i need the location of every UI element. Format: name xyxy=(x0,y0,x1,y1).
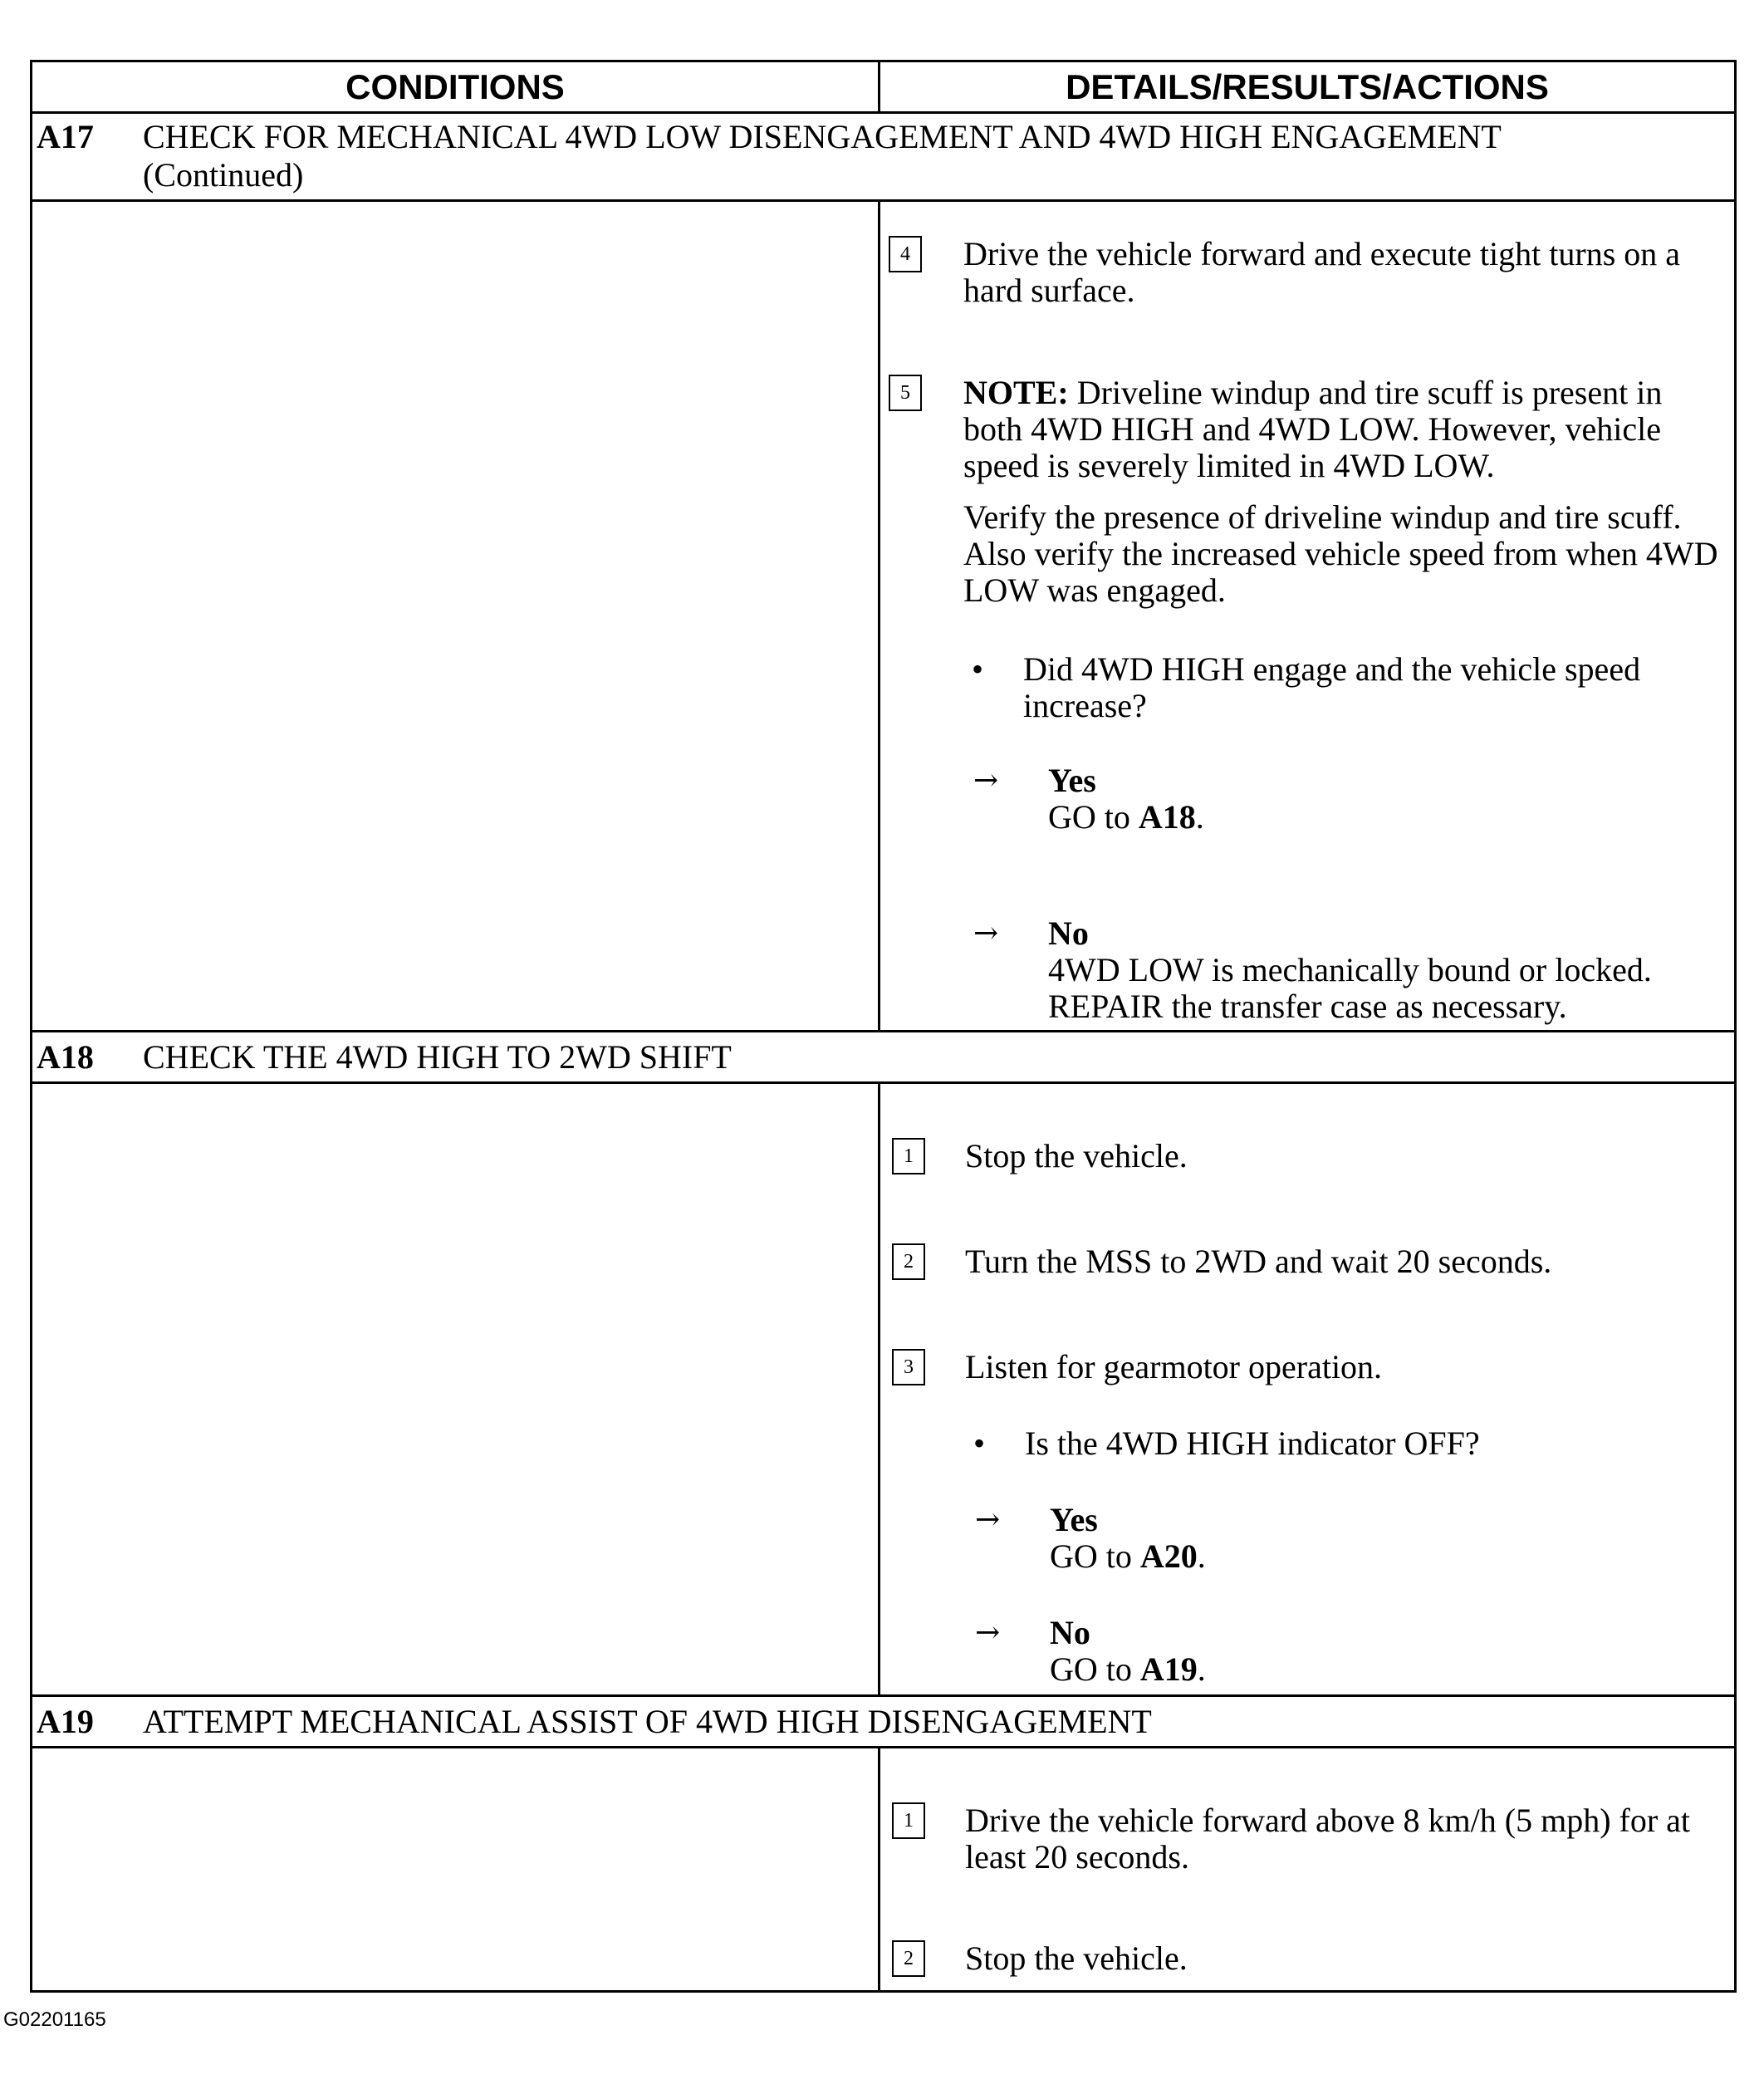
header-rule xyxy=(30,111,1734,114)
step-1-text: Drive the vehicle forward above 8 km/h (5 mph) for at least 20 seconds. xyxy=(965,1802,1691,1876)
note-label: NOTE: xyxy=(963,374,1069,411)
step-1-text: Stop the vehicle. xyxy=(965,1137,1188,1174)
goto-target: A20 xyxy=(1139,1537,1198,1575)
section-title: CHECK FOR MECHANICAL 4WD LOW DISENGAGEMENT AND 4WD HIGH ENGAGEMENT xyxy=(143,118,1502,155)
section-rule xyxy=(30,1081,1734,1084)
step-3-text: Listen for gearmotor operation. xyxy=(965,1348,1383,1385)
step-5-note xyxy=(963,375,1711,484)
bullet-icon: • xyxy=(972,650,984,688)
figure-id: G02201165 xyxy=(3,2008,106,2031)
arrow-right-icon: → xyxy=(973,916,999,950)
step-4-text: Drive the vehicle forward and execute tight turns on a hard surface. xyxy=(963,235,1681,309)
conditions-header: CONDITIONS xyxy=(345,67,565,106)
question-text: Is the 4WD HIGH indicator OFF? xyxy=(1025,1425,1480,1462)
no-label: No xyxy=(1048,915,1089,952)
section-rule xyxy=(30,1694,1734,1697)
step-number-1: 1 xyxy=(892,1802,925,1839)
section-id: A19 xyxy=(37,1703,94,1740)
section-rule xyxy=(30,199,1734,202)
step-number-3: 3 xyxy=(892,1349,925,1385)
details-header: DETAILS/RESULTS/ACTIONS xyxy=(1066,67,1549,106)
section-rule xyxy=(30,1746,1734,1748)
question-text: Did 4WD HIGH engage and the vehicle speed increase? xyxy=(1023,650,1641,724)
step-2-text: Stop the vehicle. xyxy=(965,1939,1188,1977)
step-number-2: 2 xyxy=(892,1940,925,1977)
no-text: 4WD LOW is mechanically bound or locked. REPAIR the transfer case as necessary. xyxy=(1048,951,1652,1025)
section-title-continued: (Continued) xyxy=(143,156,304,194)
bullet-icon: • xyxy=(973,1425,986,1462)
section-title: CHECK THE 4WD HIGH TO 2WD SHIFT xyxy=(143,1038,732,1076)
section-id: A17 xyxy=(37,118,94,155)
column-divider xyxy=(878,1081,880,1696)
no-result: No GO to A19. xyxy=(1050,1615,1714,1688)
column-divider xyxy=(878,199,880,1032)
column-divider xyxy=(878,1746,880,1992)
section-title: ATTEMPT MECHANICAL ASSIST OF 4WD HIGH DISENGAGEMENT xyxy=(143,1703,1152,1740)
arrow-right-icon: → xyxy=(975,1616,1001,1650)
arrow-right-icon: → xyxy=(973,763,999,797)
step-number-1: 1 xyxy=(892,1138,925,1174)
step-number-5: 5 xyxy=(889,375,922,411)
yes-label: Yes xyxy=(1048,762,1096,799)
no-result xyxy=(1048,915,1729,1025)
header-divider xyxy=(878,60,880,113)
goto-target: A18 xyxy=(1138,798,1196,836)
section-id: A18 xyxy=(37,1038,94,1076)
step-2-text: Turn the MSS to 2WD and wait 20 seconds. xyxy=(965,1243,1552,1280)
section-rule xyxy=(30,1030,1734,1032)
arrow-right-icon: → xyxy=(975,1503,1001,1537)
step-5-verify: Verify the presence of driveline windup and tire scuff. Also verify the increased vehicle speed from when 4WD LOW was engaged. xyxy=(963,498,1718,609)
note-text: Driveline windup and tire scuff is present in both 4WD HIGH and 4WD LOW. However, vehicle speed is severely limited in 4WD LOW. xyxy=(963,374,1663,484)
no-label: No xyxy=(1050,1614,1090,1651)
step-number-4: 4 xyxy=(889,236,922,272)
yes-result: Yes GO to A18. xyxy=(1048,763,1713,836)
yes-label: Yes xyxy=(1050,1501,1098,1538)
step-number-2: 2 xyxy=(892,1243,925,1280)
yes-result: Yes GO to A20. xyxy=(1050,1502,1714,1575)
goto-target: A19 xyxy=(1139,1650,1198,1688)
